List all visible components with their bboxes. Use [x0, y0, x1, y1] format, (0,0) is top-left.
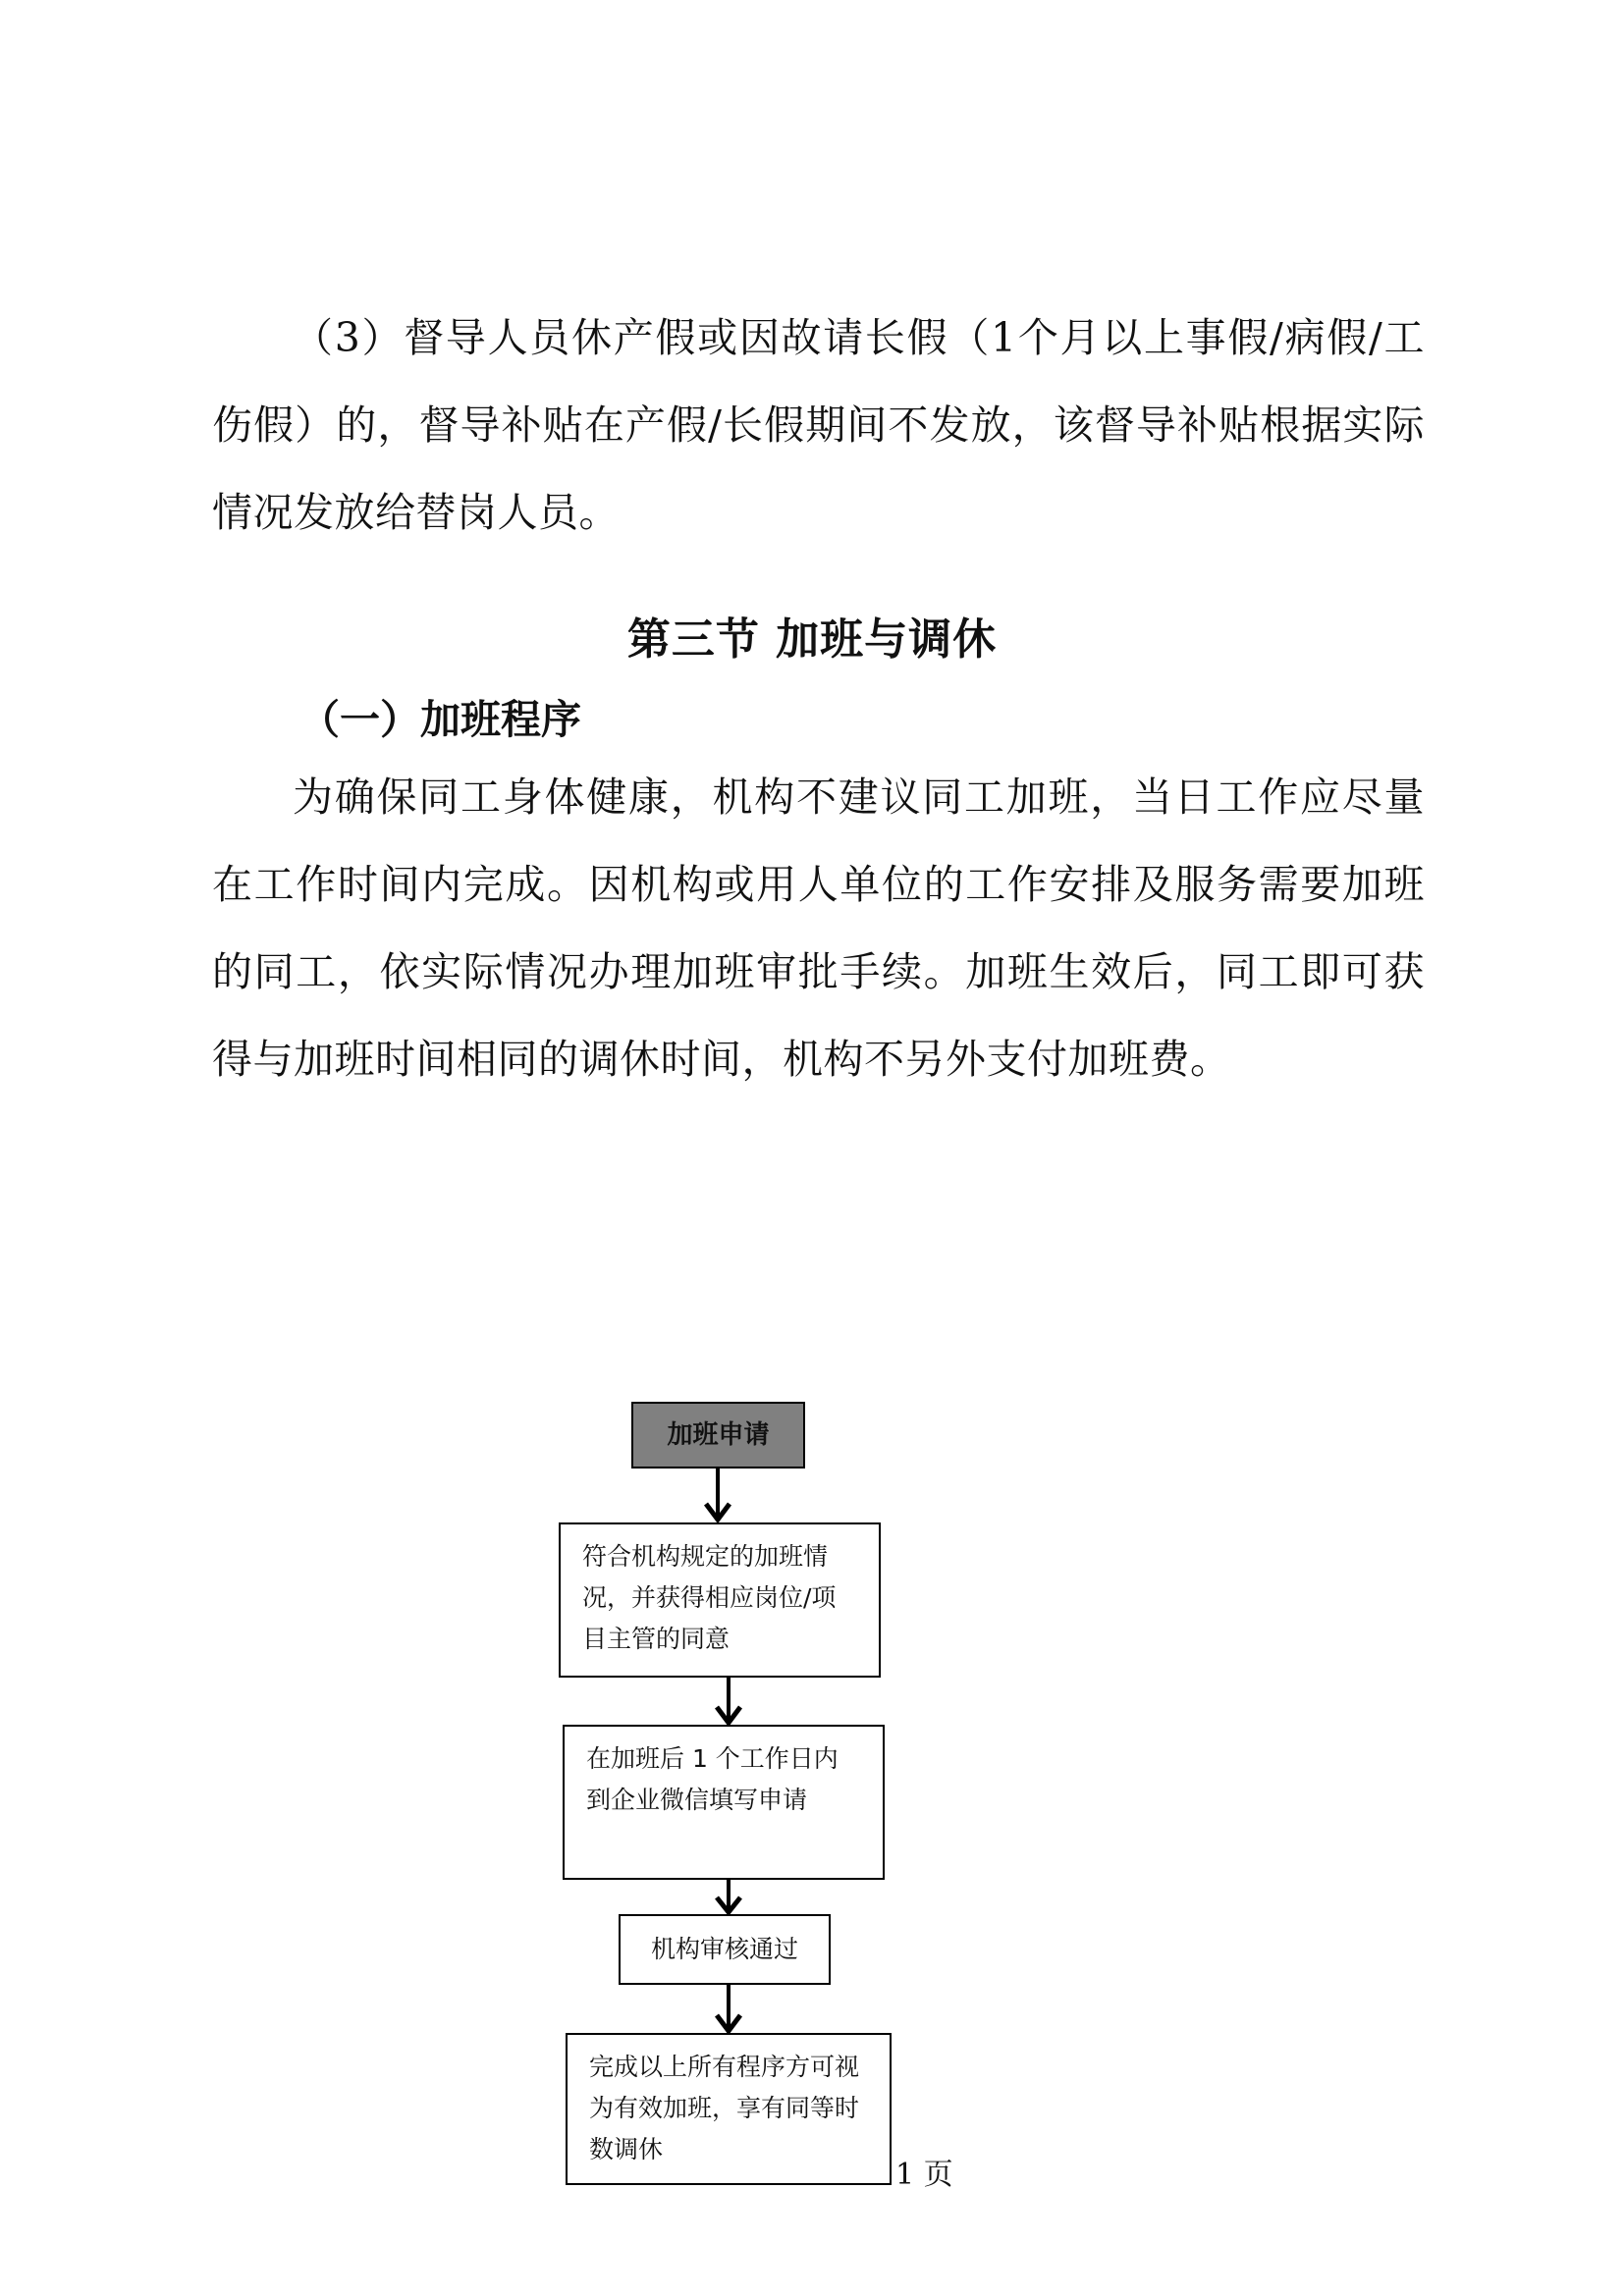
arrow-down-icon [703, 1468, 732, 1523]
flow-step-review: 机构审核通过 [619, 1914, 831, 1985]
page-number: 1 页 [895, 2158, 953, 2192]
paragraph-supervision-subsidy: （3）督导人员休产假或因故请长假（1个月以上事假/病假/工伤假）的，督导补贴在产假/长假期间不发放，该督导补贴根据实际情况发放给替岗人员。 [212, 314, 1425, 536]
arrow-down-icon [714, 1678, 743, 1727]
arrow-down-icon [714, 1985, 743, 2035]
section-title: 第三节 加班与调休 [626, 614, 998, 665]
flow-step-conditions: 符合机构规定的加班情况，并获得相应岗位/项目主管的同意 [559, 1522, 881, 1678]
flow-step-complete: 完成以上所有程序方可视为有效加班，享有同等时数调休 [566, 2033, 892, 2185]
arrow-down-icon [714, 1880, 743, 1916]
paragraph-overtime-policy: 为确保同工身体健康，机构不建议同工加班，当日工作应尽量在工作时间内完成。因机构或用人单位的工作安排及服务需要加班的同工，依实际情况办理加班审批手续。加班生效后，同工即可获得与加班时间相同的调休时间，机构不另外支付加班费。 [212, 774, 1425, 1083]
subsection-title: （一）加班程序 [299, 696, 581, 743]
flow-step-submit: 在加班后 1 个工作日内到企业微信填写申请 [563, 1725, 885, 1880]
flow-step-apply: 加班申请 [631, 1402, 805, 1468]
